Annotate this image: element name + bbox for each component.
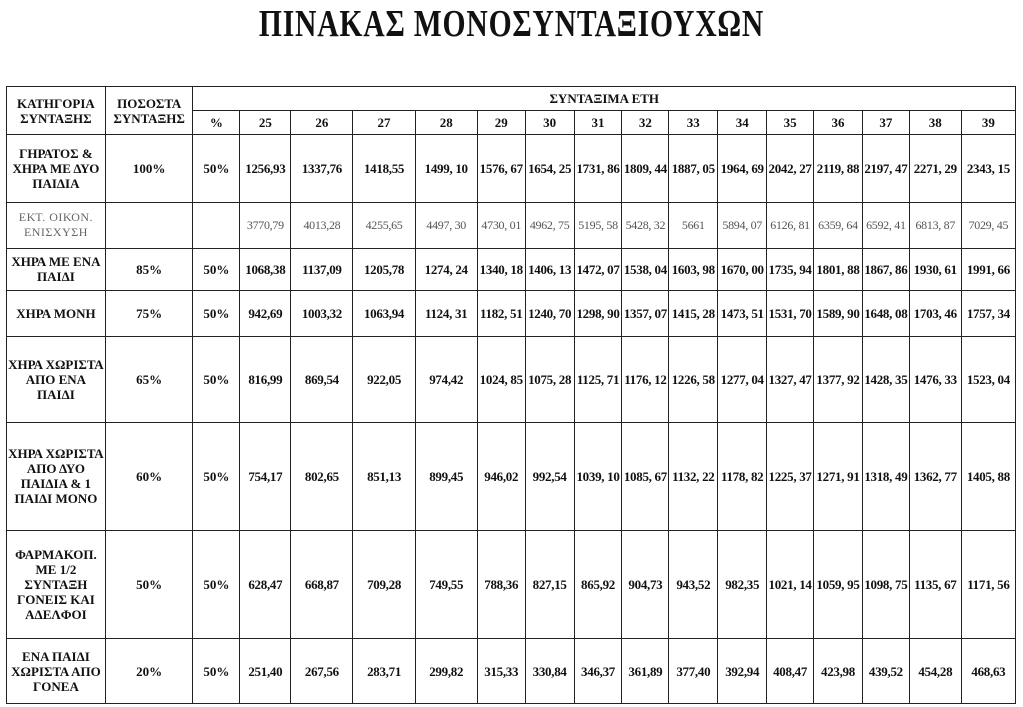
value-cell: 869,54: [291, 336, 353, 422]
year-header: 28: [415, 111, 477, 135]
value-cell: 668,87: [291, 530, 353, 639]
value-cell: 749,55: [415, 530, 477, 639]
value-cell: 992,54: [525, 423, 574, 531]
value-cell: 1318, 49: [862, 423, 909, 531]
year-header: 25: [240, 111, 291, 135]
value-cell: 267,56: [291, 639, 353, 704]
value-cell: 1098, 75: [862, 530, 909, 639]
value-cell: 1068,38: [240, 248, 291, 291]
value-cell: 468,63: [961, 639, 1015, 704]
value-cell: 439,52: [862, 639, 909, 704]
value-cell: 2042, 27: [767, 135, 814, 203]
value-cell: 899,45: [415, 423, 477, 531]
percent-cell: 65%: [105, 336, 193, 422]
value-cell: 6592, 41: [862, 202, 909, 248]
value-cell: 6126, 81: [767, 202, 814, 248]
value-cell: 1205,78: [353, 248, 415, 291]
value-cell: 827,15: [525, 530, 574, 639]
table-row: [7, 202, 1016, 248]
value-cell: 1085, 67: [622, 423, 669, 531]
value-cell: 628,47: [240, 530, 291, 639]
value-cell: 1418,55: [353, 135, 415, 203]
value-cell: 361,89: [622, 639, 669, 704]
page-title: ΠΙΝΑΚΑΣ ΜΟΝΟΣΥΝΤΑΞΙΟΥΧΩΝ: [258, 3, 765, 45]
value-cell: 1337,76: [291, 135, 353, 203]
value-cell: 788,36: [477, 530, 525, 639]
value-cell: 816,99: [240, 336, 291, 422]
value-cell: 1039, 10: [574, 423, 622, 531]
value-cell: 1523, 04: [961, 336, 1015, 422]
value-cell: 1735, 94: [767, 248, 814, 291]
value-cell: 1024, 85: [477, 336, 525, 422]
value-cell: 251,40: [240, 639, 291, 704]
value-cell: 1499, 10: [415, 135, 477, 203]
table-body: [7, 135, 1016, 704]
category-cell: ΦΑΡΜΑΚΟΠ. ΜΕ 1/2 ΣΥΝΤΑΞΗ ΓΟΝΕΙΣ ΚΑΙ ΑΔΕΛΦΟΙ: [7, 530, 106, 639]
value-cell: 1930, 61: [909, 248, 961, 291]
value-cell: 1648, 08: [862, 291, 909, 337]
value-cell: 1225, 37: [767, 423, 814, 531]
value-cell: 5661: [669, 202, 718, 248]
value-cell: 1867, 86: [862, 248, 909, 291]
percent-cell: 20%: [105, 639, 193, 704]
category-cell: ΓΗΡΑΤΟΣ & ΧΗΡΑ ΜΕ ΔΥΟ ΠΑΙΔΙΑ: [7, 135, 106, 203]
year-header: 34: [718, 111, 767, 135]
year-header: 31: [574, 111, 622, 135]
percent-cell: 60%: [105, 423, 193, 531]
value-cell: 1021, 14: [767, 530, 814, 639]
value-cell: 1124, 31: [415, 291, 477, 337]
value-cell: 922,05: [353, 336, 415, 422]
year-header: 39: [961, 111, 1015, 135]
value-cell: 942,69: [240, 291, 291, 337]
value-cell: 1428, 35: [862, 336, 909, 422]
value-cell: 1182, 51: [477, 291, 525, 337]
year-header: 29: [477, 111, 525, 135]
value-cell: 1654, 25: [525, 135, 574, 203]
category-header: ΚΑΤΗΓΟΡΙΑ ΣΥΝΤΑΞΗΣ: [7, 87, 106, 135]
value-cell: 1277, 04: [718, 336, 767, 422]
value-cell: 1603, 98: [669, 248, 718, 291]
category-cell: ΧΗΡΑ ΧΩΡΙΣΤΑ ΑΠΟ ΔΥΟ ΠΑΙΔΙΑ & 1 ΠΑΙΔΙ ΜΟΝΟ: [7, 423, 106, 531]
value-cell: 1531, 70: [767, 291, 814, 337]
table-row: [7, 248, 1016, 291]
year-header: 27: [353, 111, 415, 135]
category-cell: ΕΚΤ. ΟΙΚΟΝ. ΕΝΙΣΧΥΣΗ: [7, 202, 106, 248]
category-cell: ΧΗΡΑ ΜΕ ΕΝΑ ΠΑΙΔΙ: [7, 248, 106, 291]
value-cell: 1063,94: [353, 291, 415, 337]
year-header: 38: [909, 111, 961, 135]
value-cell: 1472, 07: [574, 248, 622, 291]
value-cell: 1137,09: [291, 248, 353, 291]
value-cell: 4013,28: [291, 202, 353, 248]
value-cell: 315,33: [477, 639, 525, 704]
value-cell: 1327, 47: [767, 336, 814, 422]
year-header: 37: [862, 111, 909, 135]
pension-table: [6, 86, 1016, 704]
percent-cell: 75%: [105, 291, 193, 337]
value-cell: 1059, 95: [814, 530, 863, 639]
value-cell: 1405, 88: [961, 423, 1015, 531]
value-cell: 1757, 34: [961, 291, 1015, 337]
category-cell: ΕΝΑ ΠΑΙΔΙ ΧΩΡΙΣΤΑ ΑΠΟ ΓΟΝΕΑ: [7, 639, 106, 704]
table-row: [7, 135, 1016, 203]
year-header: 35: [767, 111, 814, 135]
year-header: 36: [814, 111, 863, 135]
pct-cell: 50%: [193, 639, 240, 704]
value-cell: 1473, 51: [718, 291, 767, 337]
value-cell: 4497, 30: [415, 202, 477, 248]
value-cell: 5894, 07: [718, 202, 767, 248]
value-cell: 1256,93: [240, 135, 291, 203]
table-row: [7, 530, 1016, 639]
value-cell: 2119, 88: [814, 135, 863, 203]
value-cell: 1670, 00: [718, 248, 767, 291]
pct-cell: 50%: [193, 248, 240, 291]
value-cell: 1171, 56: [961, 530, 1015, 639]
percent-cell: [105, 202, 193, 248]
value-cell: 2343, 15: [961, 135, 1015, 203]
value-cell: 709,28: [353, 530, 415, 639]
percent-cell: 50%: [105, 530, 193, 639]
value-cell: 4730, 01: [477, 202, 525, 248]
value-cell: 865,92: [574, 530, 622, 639]
value-cell: 904,73: [622, 530, 669, 639]
value-cell: 1003,32: [291, 291, 353, 337]
value-cell: 802,65: [291, 423, 353, 531]
value-cell: 1240, 70: [525, 291, 574, 337]
pct-column-header: %: [193, 111, 240, 135]
value-cell: 1132, 22: [669, 423, 718, 531]
value-cell: 1362, 77: [909, 423, 961, 531]
category-cell: ΧΗΡΑ ΜΟΝΗ: [7, 291, 106, 337]
value-cell: 1703, 46: [909, 291, 961, 337]
year-header: 33: [669, 111, 718, 135]
value-cell: 1991, 66: [961, 248, 1015, 291]
value-cell: 1964, 69: [718, 135, 767, 203]
value-cell: 943,52: [669, 530, 718, 639]
value-cell: 1176, 12: [622, 336, 669, 422]
table-row: [7, 639, 1016, 704]
pct-cell: 50%: [193, 336, 240, 422]
value-cell: 1340, 18: [477, 248, 525, 291]
value-cell: 423,98: [814, 639, 863, 704]
value-cell: 6359, 64: [814, 202, 863, 248]
value-cell: 3770,79: [240, 202, 291, 248]
year-header: 30: [525, 111, 574, 135]
value-cell: 851,13: [353, 423, 415, 531]
value-cell: 2197, 47: [862, 135, 909, 203]
percent-header: ΠΟΣΟΣΤΑ ΣΥΝΤΑΞΗΣ: [105, 87, 193, 135]
value-cell: 283,71: [353, 639, 415, 704]
value-cell: 1809, 44: [622, 135, 669, 203]
value-cell: 1887, 05: [669, 135, 718, 203]
value-cell: 346,37: [574, 639, 622, 704]
value-cell: 1538, 04: [622, 248, 669, 291]
pct-cell: 50%: [193, 135, 240, 203]
table-row: [7, 291, 1016, 337]
value-cell: 408,47: [767, 639, 814, 704]
value-cell: 1271, 91: [814, 423, 863, 531]
value-cell: 2271, 29: [909, 135, 961, 203]
pct-cell: 50%: [193, 423, 240, 531]
value-cell: 1135, 67: [909, 530, 961, 639]
value-cell: 7029, 45: [961, 202, 1015, 248]
value-cell: 1178, 82: [718, 423, 767, 531]
year-header: 32: [622, 111, 669, 135]
value-cell: 299,82: [415, 639, 477, 704]
value-cell: 946,02: [477, 423, 525, 531]
value-cell: 1298, 90: [574, 291, 622, 337]
value-cell: 1075, 28: [525, 336, 574, 422]
value-cell: 1576, 67: [477, 135, 525, 203]
table-row: [7, 336, 1016, 422]
value-cell: 330,84: [525, 639, 574, 704]
value-cell: 974,42: [415, 336, 477, 422]
value-cell: 1274, 24: [415, 248, 477, 291]
header-row-top: [7, 87, 1016, 111]
value-cell: 1377, 92: [814, 336, 863, 422]
year-header: 26: [291, 111, 353, 135]
value-cell: 1801, 88: [814, 248, 863, 291]
value-cell: 1415, 28: [669, 291, 718, 337]
percent-cell: 100%: [105, 135, 193, 203]
value-cell: 4962, 75: [525, 202, 574, 248]
years-group-header: ΣΥΝΤΑΞΙΜΑ ΕΤΗ: [193, 87, 1016, 111]
category-cell: ΧΗΡΑ ΧΩΡΙΣΤΑ ΑΠΟ ΕΝΑ ΠΑΙΔΙ: [7, 336, 106, 422]
value-cell: 4255,65: [353, 202, 415, 248]
value-cell: 982,35: [718, 530, 767, 639]
value-cell: 1731, 86: [574, 135, 622, 203]
value-cell: 1125, 71: [574, 336, 622, 422]
value-cell: 5428, 32: [622, 202, 669, 248]
value-cell: 377,40: [669, 639, 718, 704]
value-cell: 1357, 07: [622, 291, 669, 337]
value-cell: 1476, 33: [909, 336, 961, 422]
value-cell: 454,28: [909, 639, 961, 704]
value-cell: 6813, 87: [909, 202, 961, 248]
percent-cell: 85%: [105, 248, 193, 291]
pct-cell: 50%: [193, 291, 240, 337]
value-cell: 1406, 13: [525, 248, 574, 291]
value-cell: 392,94: [718, 639, 767, 704]
table-row: [7, 423, 1016, 531]
value-cell: 754,17: [240, 423, 291, 531]
value-cell: 5195, 58: [574, 202, 622, 248]
pct-cell: [193, 202, 240, 248]
value-cell: 1589, 90: [814, 291, 863, 337]
value-cell: 1226, 58: [669, 336, 718, 422]
pct-cell: 50%: [193, 530, 240, 639]
